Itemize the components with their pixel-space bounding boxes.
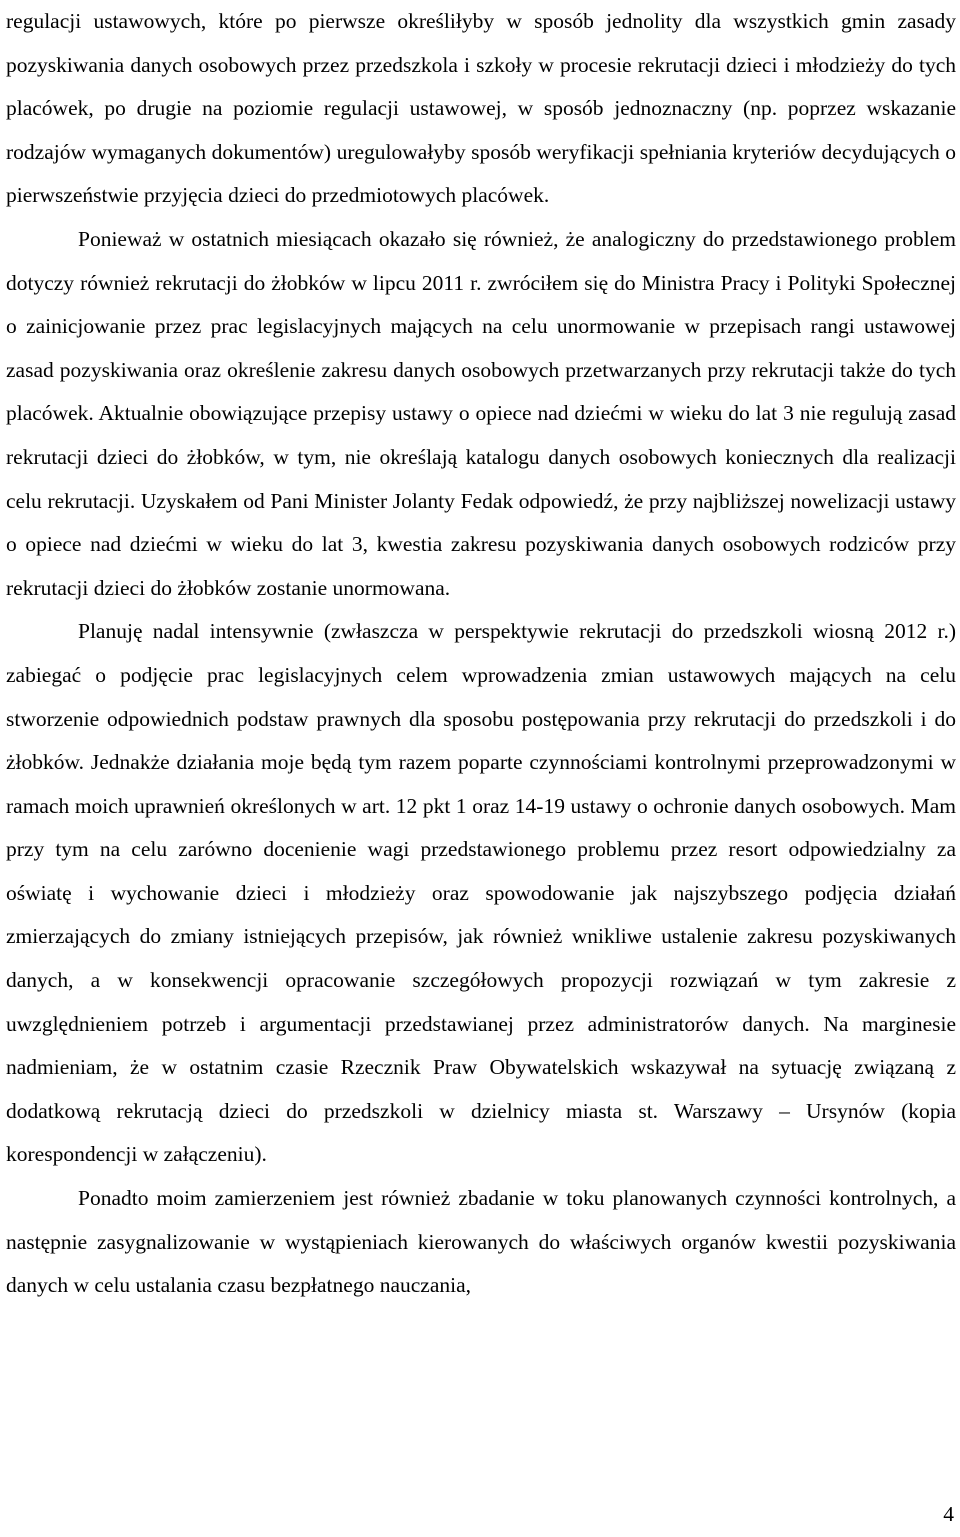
paragraph-1: regulacji ustawowych, które po pierwsze określiłyby w sposób jednolity dla wszystkich gmin zasady pozyskiwania danych osobowych przez przedszkola i szkoły w procesie rekrutacji dzieci i młodzieży do tych placówek, po drugie na poziomie regulacji ustawowej, w sposób jednoznaczny (np. poprzez wskazanie rodzajów wymaganych dokumentów) uregulowałyby sposób weryfikacji spełniania kryteriów decydujących o pierwszeństwie przyjęcia dzieci do przedmiotowych placówek. bbox=[6, 9, 956, 208]
paragraph-3: Planuję nadal intensywnie (zwłaszcza w perspektywie rekrutacji do przedszkoli wiosną 2012 r.) zabiegać o podjęcie prac legislacyjnych celem wprowadzenia zmian ustawowych mających na celu stworzenie odpowiednich podstaw prawnych dla sposobu postępowania przy rekrutacji do przedszkoli i do żłobków. Jednakże działania moje będą tym razem poparte czynnościami kontrolnymi przeprowadzonymi w ramach moich uprawnień określonych w art. 12 pkt 1 oraz 14-19 ustawy o ochronie danych osobowych. Mam przy tym na celu zarówno docenienie wagi przedstawionego problemu przez resort odpowiedzialny za oświatę i wychowanie dzieci i młodzieży oraz spowodowanie jak najszybszego podjęcia działań zmierzających do zmiany istniejących przepisów, jak również wnikliwe ustalenie zakresu pozyskiwanych danych, a w konsekwencji opracowanie szczegółowych propozycji rozwiązań w tym zakresie z uwzględnieniem potrzeb i argumentacji przedstawianej przez administratorów danych. Na marginesie nadmieniam, że w ostatnim czasie Rzecznik Praw Obywatelskich wskazywał na sytuację związaną z dodatkową rekrutacją dzieci do przedszkoli w dzielnicy miasta st. Warszawy – Ursynów (kopia korespondencji w załączeniu). bbox=[6, 619, 956, 1167]
paragraph-2: Ponieważ w ostatnich miesiącach okazało się również, że analogiczny do przedstawionego problem dotyczy również rekrutacji do żłobków w lipcu 2011 r. zwróciłem się do Ministra Pracy i Polityki Społecznej o zainicjowanie przez prac legislacyjnych mających na celu unormowanie w przepisach rangi ustawowej zasad pozyskiwania oraz określenie zakresu danych osobowych przetwarzanych przy rekrutacji także do tych placówek. Aktualnie obowiązujące przepisy ustawy o opiece nad dziećmi w wieku do lat 3 nie regulują zasad rekrutacji dzieci do żłobków, w tym, nie określają katalogu danych osobowych koniecznych dla realizacji celu rekrutacji. Uzyskałem od Pani Minister Jolanty Fedak odpowiedź, że przy najbliższej nowelizacji ustawy o opiece nad dziećmi w wieku do lat 3, kwestia zakresu pozyskiwania danych osobowych rodziców przy rekrutacji dzieci do żłobków zostanie unormowana. bbox=[6, 226, 956, 600]
page-number: 4 bbox=[943, 1502, 954, 1526]
document-page bbox=[6, 0, 956, 1308]
paragraph-4: Ponadto moim zamierzeniem jest również zbadanie w toku planowanych czynności kontrolnych, a następnie zasygnalizowanie w wystąpieniach kierowanych do właściwych organów kwestii pozyskiwania danych w celu ustalania czasu bezpłatnego nauczania, bbox=[6, 1186, 956, 1298]
